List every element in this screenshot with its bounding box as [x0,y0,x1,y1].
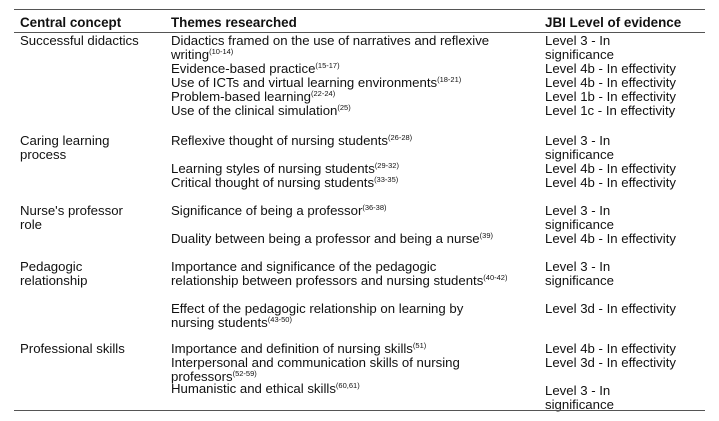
theme-line: Use of the clinical simulation [171,103,338,118]
theme-significance-professor [171,204,387,218]
evidence-level: Level 1b - In effectivity [545,89,676,104]
theme-line: Learning styles of nursing students [171,161,375,176]
theme-line: writing [171,46,210,62]
evidence-level: Level 4b - In effectivity [545,161,676,176]
evidence-level: Level 4b - In effectivity [545,341,676,356]
evidence-line: significance [545,46,614,62]
reference: (15-17) [315,61,340,70]
concept-pedagogic-relationship [20,260,87,287]
evidence-line: Level 3 - In [545,133,611,148]
evidence-line: significance [545,216,614,232]
evidence-level: Level 4b - In effectivity [545,231,676,246]
theme-line: Problem-based learning [171,89,312,104]
evidence-level: Level 3d - In effectivity [545,301,676,316]
reference: (25) [337,103,351,112]
concept-caring-learning-process [20,134,109,161]
theme-reflexive-thought [171,134,412,148]
theme-line: Critical thought of nursing students [171,175,375,190]
concept-line: role [20,216,42,232]
evidence-level: Level 4b - In effectivity [545,61,676,76]
evidence-level: Level 4b - In effectivity [545,175,676,190]
theme-clinical-simulation [171,104,351,118]
theme-line: Interpersonal and communication skills of nursing [171,355,460,370]
evidence-line: significance [545,396,614,412]
evidence-level [545,34,614,61]
reference: (60,61) [335,381,360,390]
theme-line: Humanistic and ethical skills [171,381,336,396]
reference: (26-28) [388,133,413,142]
evidence-line: Level 3 - In [545,33,611,48]
evidence-level: Level 4b - In effectivity [545,75,676,90]
top-rule [14,9,705,10]
reference: (39) [479,231,493,240]
concept-line: Pedagogic [20,259,83,274]
concept-line: Caring learning [20,133,110,148]
theme-line: professors [171,368,233,384]
evidence-line: Level 3 - In [545,259,611,274]
reference: (52-59) [232,368,257,378]
concept-line: relationship [20,272,88,288]
reference: (18-21) [437,75,462,84]
theme-narratives [171,34,489,61]
theme-line: relationship between professors and nursing students [171,272,484,288]
theme-line: Effect of the pedagogic relationship on learning by [171,301,464,316]
concept-successful-didactics: Successful didactics [20,33,139,48]
theme-line: Reflexive thought of nursing students [171,133,388,148]
header-central-concept: Central concept [20,15,122,30]
evidence-line: Level 3 - In [545,203,611,218]
evidence-level: Level 1c - In effectivity [545,103,676,118]
theme-humanistic-skills [171,382,360,396]
reference: (22-24) [311,89,336,98]
theme-line: Use of ICTs and virtual learning environments [171,75,438,90]
theme-line: Importance and significance of the pedagogic [171,259,437,274]
theme-interpersonal-skills [171,356,460,383]
theme-effect-pedagogic [171,302,463,329]
theme-learning-styles [171,162,399,176]
evidence-line: significance [545,146,614,162]
evidence-level [545,204,614,231]
theme-line: nursing students [171,314,268,330]
theme-line: Significance of being a professor [171,203,363,218]
reference: (40-42) [483,272,508,282]
theme-importance-pedagogic [171,260,507,287]
theme-problem-based-learning [171,90,335,104]
evidence-line: Level 3 - In [545,383,611,398]
evidence-level [545,384,614,411]
theme-line: Didactics framed on the use of narratives and reflexive [171,33,490,48]
theme-line: Evidence-based practice [171,61,316,76]
reference: (33-35) [374,175,399,184]
concept-line: Nurse's professor [20,203,123,218]
theme-nursing-skills [171,342,426,356]
header-themes-researched: Themes researched [171,15,297,30]
reference: (43-50) [267,314,292,324]
evidence-level [545,260,614,287]
reference: (10-14) [209,46,234,56]
bottom-rule [14,410,705,411]
theme-duality [171,232,493,246]
concept-line: process [20,146,67,162]
concept-professional-skills: Professional skills [20,341,125,356]
theme-line: Importance and definition of nursing skills [171,341,413,356]
reference: (29-32) [374,161,399,170]
evidence-level [545,134,614,161]
header-jbi-level: JBI Level of evidence [545,15,682,30]
reference: (36-38) [362,203,387,212]
theme-critical-thought [171,176,398,190]
reference: (51) [412,341,427,350]
evidence-level: Level 3d - In effectivity [545,355,676,370]
theme-evidence-based-practice [171,62,340,76]
concept-nurses-professor-role [20,204,123,231]
theme-line: Duality between being a professor and being a nurse [171,231,480,246]
theme-icts [171,76,461,90]
evidence-line: significance [545,272,614,288]
